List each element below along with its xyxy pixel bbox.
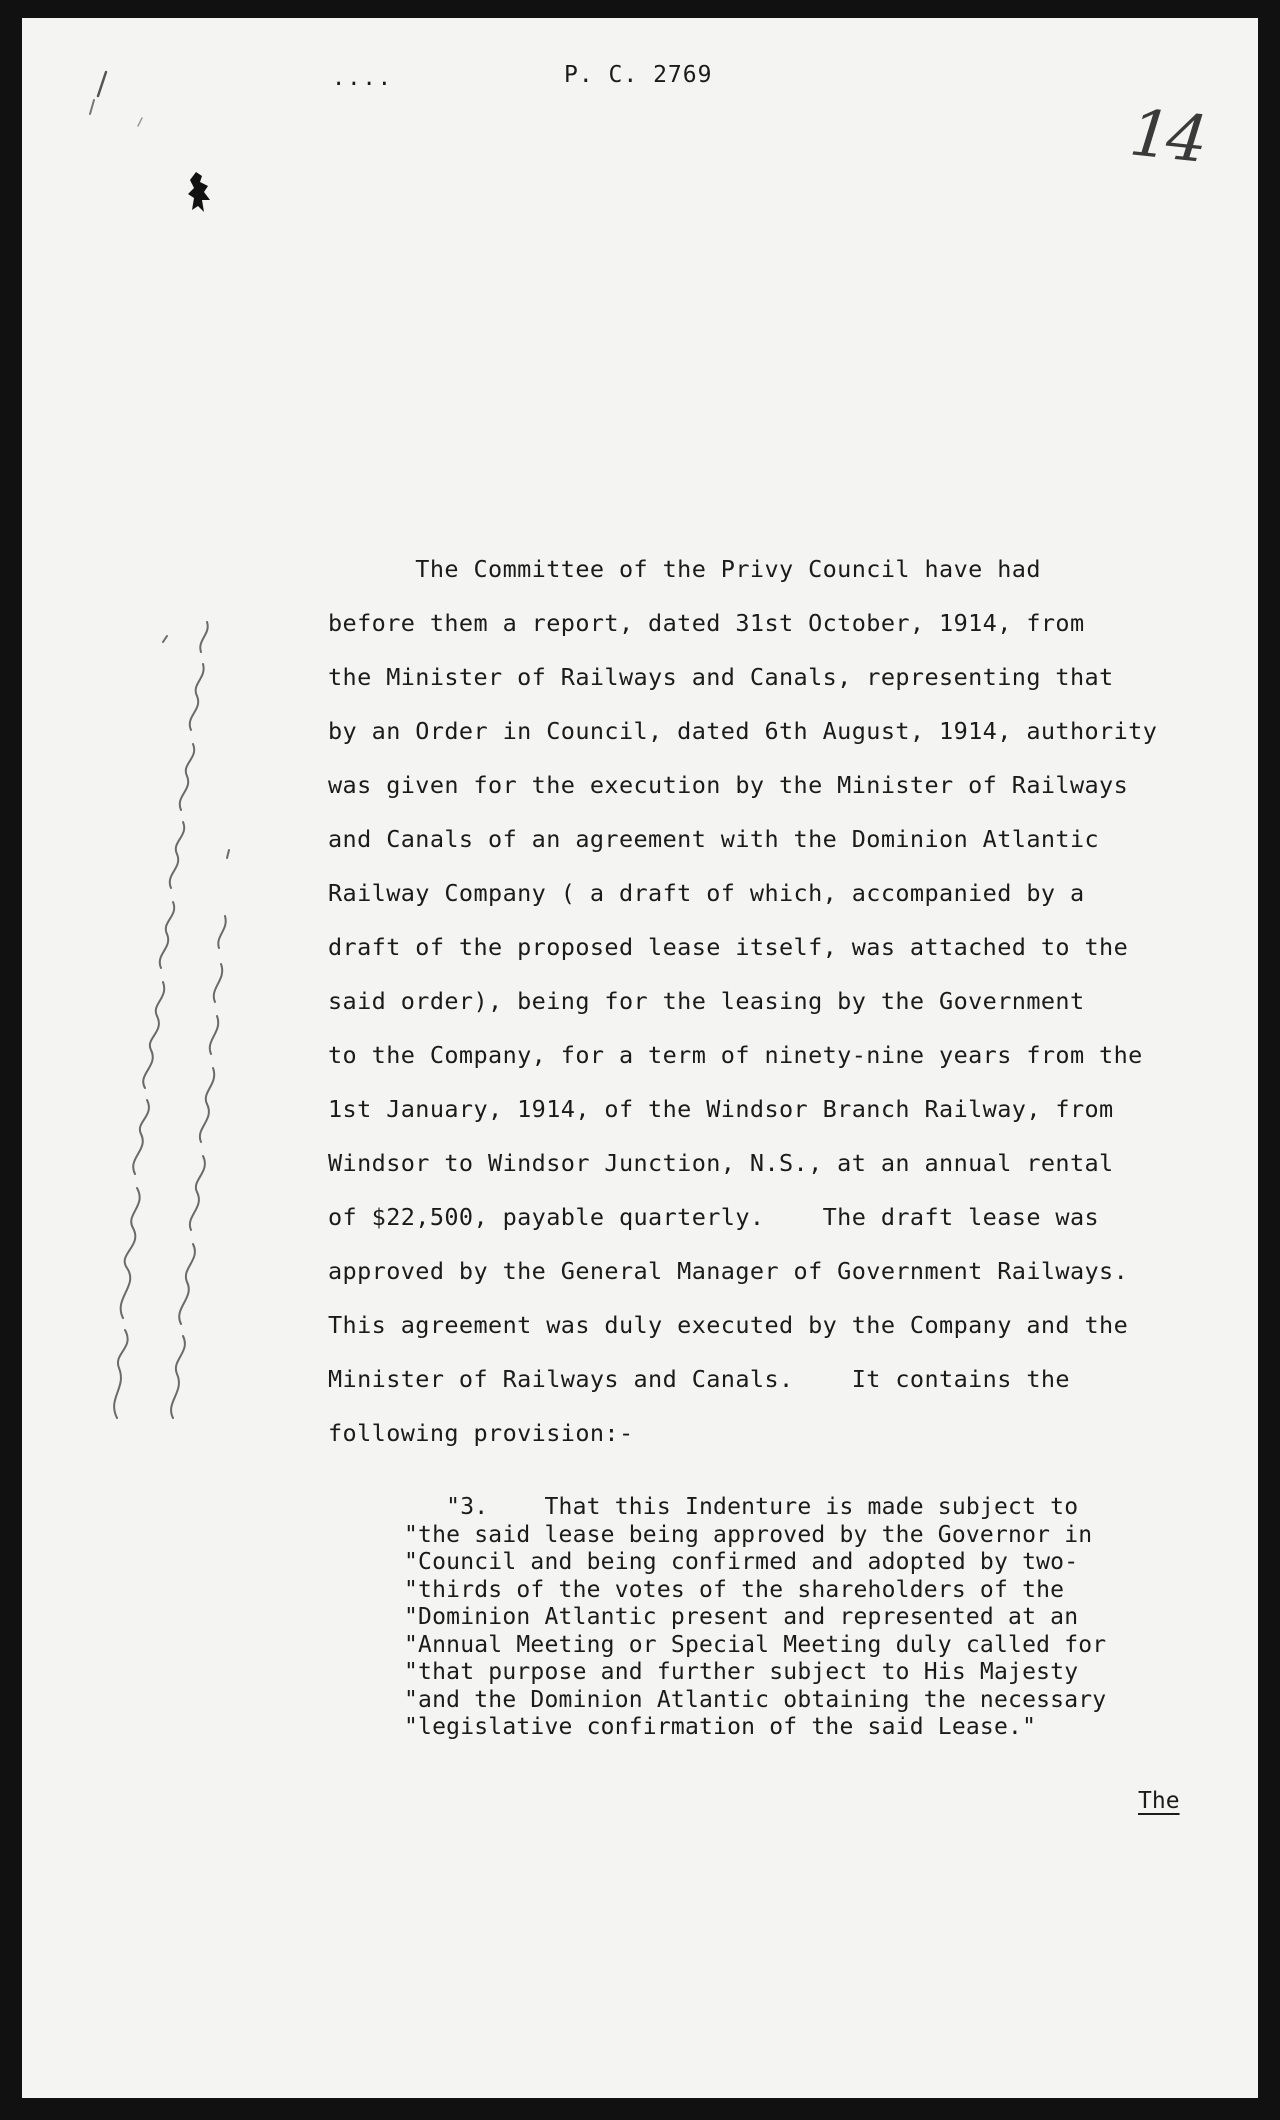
body-line: Windsor to Windsor Junction, N.S., at an annual rental (328, 1149, 1114, 1177)
body-line: 1st January, 1914, of the Windsor Branch Railway, from (328, 1095, 1114, 1123)
quote-line: "the said lease being approved by the Governor in (404, 1521, 1093, 1548)
quote-line: "legislative confirmation of the said Lease." (404, 1714, 1037, 1740)
body-line: following provision:- (328, 1419, 634, 1447)
quote-line: "Annual Meeting or Special Meeting duly called for (404, 1631, 1107, 1658)
handwritten-folio-number: 14 (1126, 96, 1208, 178)
handwritten-margin-note (77, 618, 237, 1438)
quoted-provision (404, 1494, 1244, 1742)
quote-line: "Council and being confirmed and adopted by two- (404, 1549, 1079, 1575)
body-line: before them a report, dated 31st October, 1914, from (328, 609, 1085, 637)
body-line: draft of the proposed lease itself, was attached to the (328, 933, 1129, 961)
body-line: was given for the execution by the Minister of Railways (328, 771, 1129, 799)
body-line: Railway Company ( a draft of which, accompanied by a (328, 879, 1085, 907)
catchword: The (1138, 1788, 1180, 1814)
ink-blot-icon (182, 170, 222, 220)
body-line: the Minister of Railways and Canals, representing that (328, 663, 1114, 691)
quote-line: "3. That this Indenture is made subject to (404, 1494, 1079, 1520)
body-line: and Canals of an agreement with the Dominion Atlantic (328, 825, 1100, 853)
quote-line: "that purpose and further subject to His Majesty (404, 1659, 1079, 1685)
quote-line: "thirds of the votes of the shareholders of the (404, 1576, 1065, 1603)
body-line: The Committee of the Privy Council have had (328, 555, 1041, 583)
document-page (22, 18, 1258, 2098)
body-paragraph (328, 542, 1258, 1460)
body-line: to the Company, for a term of ninety-nine years from the (328, 1041, 1143, 1069)
body-line: This agreement was duly executed by the Company and the (328, 1311, 1129, 1339)
body-line: said order), being for the leasing by the Government (328, 987, 1085, 1015)
header-dots: .... (332, 66, 393, 91)
body-line: Minister of Railways and Canals. It contains the (328, 1365, 1070, 1393)
body-line: of $22,500, payable quarterly. The draft lease was (328, 1203, 1100, 1231)
quote-line: "and the Dominion Atlantic obtaining the necessary (404, 1686, 1107, 1713)
pencil-mark-icon (64, 66, 154, 136)
body-line: by an Order in Council, dated 6th August, 1914, authority (328, 717, 1158, 745)
body-line: approved by the General Manager of Government Railways. (328, 1257, 1129, 1285)
document-number: P. C. 2769 (564, 62, 713, 88)
quote-line: "Dominion Atlantic present and represented at an (404, 1604, 1079, 1630)
